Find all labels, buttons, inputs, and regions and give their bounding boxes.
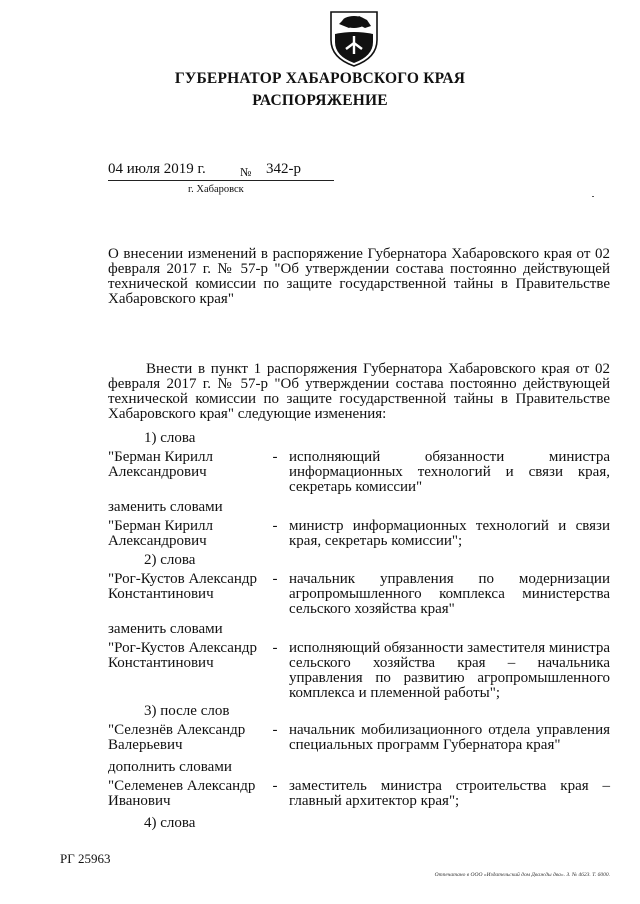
item-3-from-name: "Селезнёв Александр Валерьевич <box>108 722 246 753</box>
coat-of-arms-icon <box>327 6 381 68</box>
item-1-to-desc: министр информационных технологий и связи края, секретарь комиссии"; <box>289 518 610 549</box>
item-1-to-dash: - <box>272 518 278 534</box>
item-1-from-desc: исполняющий обязанности министра информационных технологий и связи края, секретарь комиссии" <box>289 449 610 495</box>
item-1-connector: заменить словами <box>108 499 223 515</box>
item-1-to-name: "Берман Кирилл Александрович <box>108 518 214 549</box>
registration-line <box>108 160 334 181</box>
item-1-from-name: "Берман Кирилл Александрович <box>108 449 214 480</box>
item-2-from-name: "Рог-Кустов Александр Константинович <box>108 571 258 602</box>
item-3-from-dash: - <box>272 722 278 738</box>
document-subject: О внесении изменений в распоряжение Губернатора Хабаровского края от 02 февраля 2017 г. № 57-р "Об утверждении состава постоянно действующей технической комиссии по защите государственной тайны в Правительстве Хабаровского края" <box>108 246 610 307</box>
issuer-title: ГУБЕРНАТОР ХАБАРОВСКОГО КРАЯ <box>174 70 466 87</box>
document-number: 342-р <box>266 161 301 177</box>
document-date: 04 июля 2019 г. <box>108 161 206 177</box>
item-3-label: 3) после слов <box>144 703 230 719</box>
document-type: РАСПОРЯЖЕНИЕ <box>252 92 388 109</box>
item-1-label: 1) слова <box>144 430 196 446</box>
item-3-from-desc: начальник мобилизационного отдела управления специальных программ Губернатора края" <box>289 722 610 753</box>
item-3-connector: дополнить словами <box>108 759 232 775</box>
item-3-to-desc: заместитель министра строительства края – главный архитектор края"; <box>289 778 610 809</box>
item-2-from-desc: начальник управления по модернизации агропромышленного комплекса министерства сельского хозяйства края" <box>289 571 610 617</box>
city-label: г. Хабаровск <box>188 184 244 195</box>
item-4-label: 4) слова <box>144 815 196 831</box>
number-sign: № <box>240 165 252 179</box>
item-3-to-name: "Селеменев Александр Иванович <box>108 778 256 809</box>
scan-speck <box>592 196 594 197</box>
item-2-connector: заменить словами <box>108 621 223 637</box>
item-3-to-dash: - <box>272 778 278 794</box>
item-2-label: 2) слова <box>144 552 196 568</box>
item-2-from-dash: - <box>272 571 278 587</box>
item-1-from-dash: - <box>272 449 278 465</box>
registration-serial: РГ 25963 <box>60 851 111 866</box>
intro-paragraph: Внести в пункт 1 распоряжения Губернатора Хабаровского края от 02 февраля 2017 г. № 57-р "Об утверждении состава постоянно действующей технической комиссии по защите государственной тайны в Правительстве Хабаровского края" следующие изменения: <box>108 361 610 422</box>
item-2-to-name: "Рог-Кустов Александр Константинович <box>108 640 258 671</box>
item-2-to-desc: исполняющий обязанности заместителя министра сельского хозяйства края – начальника управления по развитию агропромышленного комплекса и племенной работы"; <box>289 640 610 701</box>
item-2-to-dash: - <box>272 640 278 656</box>
printing-imprint: Отпечатано в ООО «Издательский дом Дважды два». З. № 4623. Т. 6000. <box>434 872 610 878</box>
